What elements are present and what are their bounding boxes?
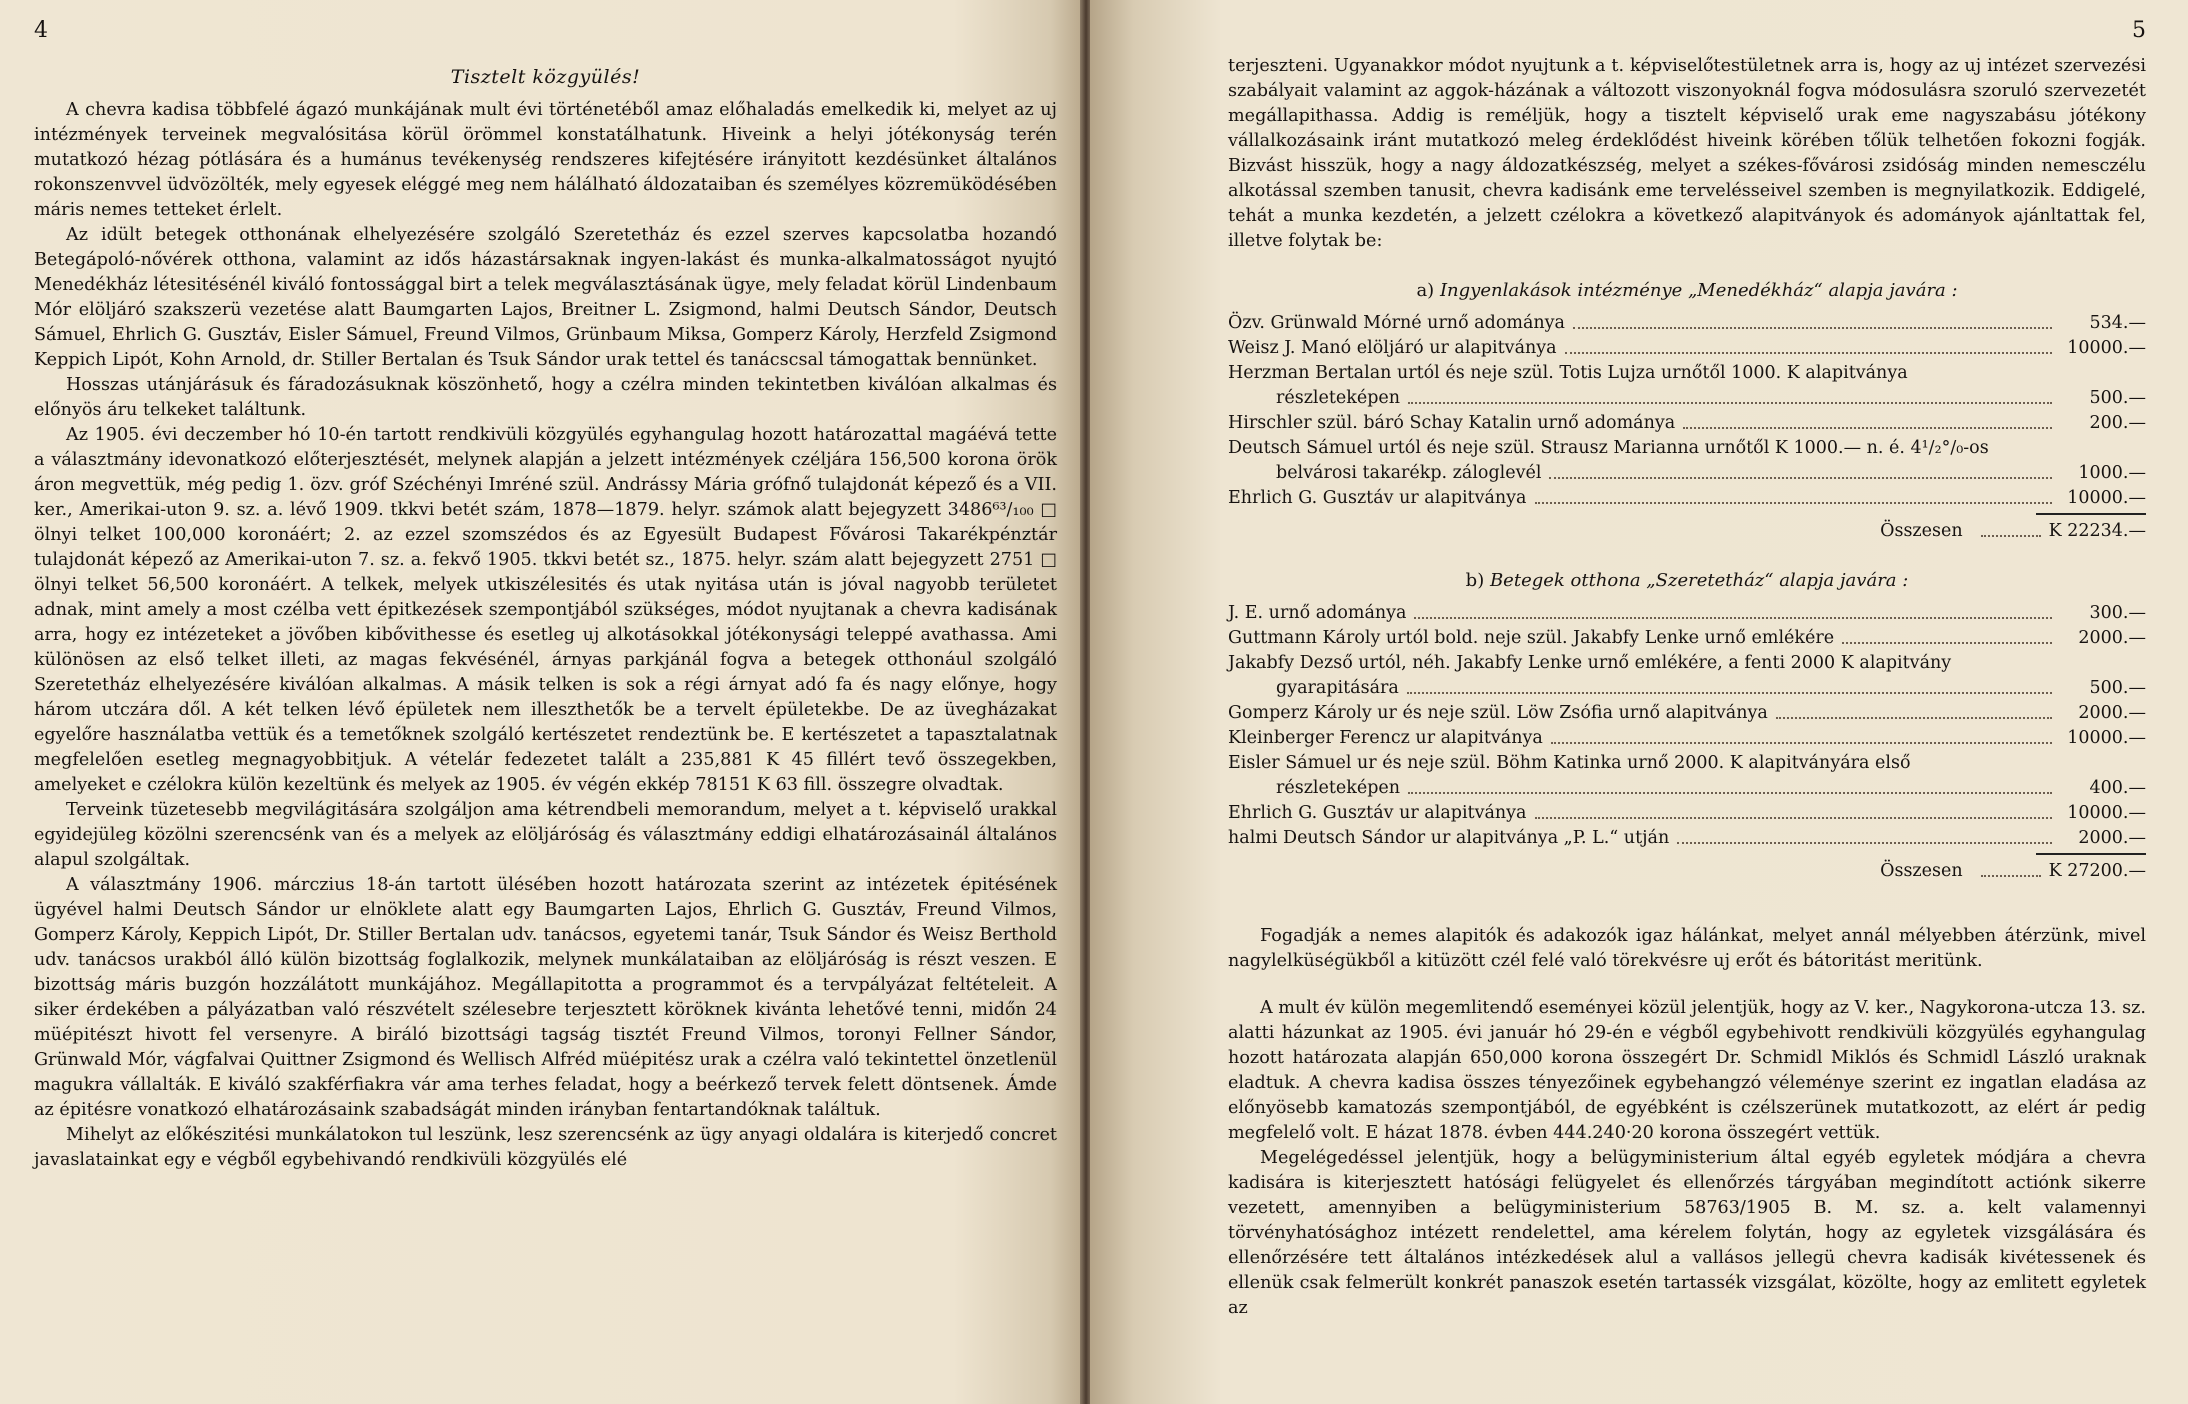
page-number: 5 [2132, 18, 2146, 43]
paragraph: A chevra kadisa többfelé ágazó munkájának mult évi történetéből amaz előhaladás emelkedik ki, melyet az uj intézmények terveinek megvalósitása körül örömmel konstatálhatunk. Hiveink a helyi jótékonyság terén mutatkozó hézag pótlására és a humánus tevékenység rendszeres kifejtésére irányitott kezdésünket általános rokonszenvvel üdvözölték, mely egyesek eléggé meg nem hálálható áldozataiban és személyes közremüködésében máris nemes tetteket érlelt. [34, 100, 1057, 220]
paragraph: A mult év külön megemlitendő eseményei közül jelentjük, hogy az V. ker., Nagykorona-utcza 13. sz. alatti házunkat az 1905. évi január hó 29-én e végből egybehivott rendkivüli közgyülés egyhangulag hozott határozata alapján 650,000 korona összegért Dr. Schmidl Miklós és Schmidl László uraknak eladtuk. A chevra kadisa összes tényezőinek egybehangzó véleménye szerint ez ingatlan eladása az előnyösebb kamatozás szempontjából, de egyébként is czélszerünek mutatkozott, az elért ár pedig megfelelő volt. E házat 1878. évben 444.240·20 korona összegért vettük. [1228, 998, 2146, 1143]
ledger-row: gyarapitására 500.— [1276, 678, 2146, 698]
ledger-row: Ehrlich G. Gusztáv ur alapitványa 10000.— [1228, 488, 2146, 508]
paragraph: Az 1905. évi deczember hó 10-én tartott rendkivüli közgyülés egyhangulag hozott határozattal magáévá tette a választmány idevonatkozó előterjesztését, melynek alapján a jelzett intézmények czéljára 156,500 korona örök áron megvettük, még pedig 1. özv. gróf Széchényi Imréné szül. Andrássy Mária grófnő tulajdonát képező és a VII. ker., Amerikai-uton 9. sz. a. lévő 1909. tkkvi betét szám, 1878—1879. helyr. számok alatt bejegyzett 3486⁶³/₁₀₀ □ ölnyi telket 100,000 koronáért; 2. az ezzel szomszédos és az Egyesült Budapest Fővárosi Takarékpénztár tulajdonát képező az Amerikai-uton 7. sz. a. fekvő 1905. tkkvi betét sz., 1875. helyr. szám alatt bejegyzett 2751 □ ölnyi telket 56,500 koronáért. A telkek, melyek utkiszélesités és utak nyitása után is jóval nagyobb területet adnak, mint amely a most czélba vett épitkezések szempontjából szükséges, módot nyujtanak a chevra kadisának arra, hogy ez intézeteket a jövőben kibővithesse és esetleg uj alkotásokkal jótékonysági teleppé avathassa. Ami különösen az első telket illeti, az magas fekvésénél, árnyas parkjánál fogva a betegek otthonául szolgáló Szeretetház elhelyezésére kiválóan alkalmas. A másik telken is sok a régi árnyat adó fa és nagy előnye, hogy három utczára dől. A két telken lévő épületek nem illeszthetők be a tervelt épületekbe. De az üvegházakat egyelőre használatba vettük és a temetőknek szolgáló kertészetet rendeztünk be. E kertészetet a tapasztalatnak megfelelően esetleg megnagyobbitjuk. A vételár fedezetet talált a 235,881 K 45 fillért tevő összegekben, amelyeket e czélokra külön kezeltünk és melyek az 1905. év végén ekkép 78151 K 63 fill. összegre olvadtak. [34, 425, 1057, 795]
paragraph: Az idült betegek otthonának elhelyezésére szolgáló Szeretetház és ezzel szerves kapcsolatba hozandó Betegápoló-nővérek otthona, valamint az idős házastársaknak ingyen-lakást és munka-alkalmatosságot nyujtó Menedékház létesitésénél kiváló fontossággal birt a telek megválasztásának ügye, mely feladat körül Lindenbaum Mór elöljáró szakszerü vezetése alatt Baumgarten Lajos, Breitner L. Zsigmond, halmi Deutsch Sándor, Deutsch Sámuel, Ehrlich G. Gusztáv, Eisler Sámuel, Freund Vilmos, Grünbaum Miksa, Gomperz Károly, Herzfeld Zsigmond Keppich Lipót, Kohn Arnold, dr. Stiller Bertalan és Tsuk Sándor urak tettel és tanácscsal támogattak bennünket. [34, 225, 1057, 370]
section-b-title: b) Betegek otthona „Szeretetház“ alapja javára : [1465, 570, 1909, 591]
ledger-row: Eisler Sámuel ur és neje szül. Böhm Katinka urnő 2000. K alapitványára első [1228, 753, 1911, 773]
right-body-text [1228, 924, 2146, 1321]
ledger-row: Jakabfy Dezső urtól, néh. Jakabfy Lenke urnő emlékére, a fenti 2000 K alapitvány [1228, 653, 1952, 673]
sum-rule [2036, 513, 2146, 515]
ledger-row: halmi Deutsch Sándor ur alapitványa „P. L.“ utján 2000.— [1228, 828, 2146, 848]
ledger-a [1228, 311, 2146, 544]
ledger-b [1228, 601, 2146, 884]
paragraph: terjeszteni. Ugyanakkor módot nyujtunk a t. képviselőtestületnek arra is, hogy az uj intézet szervezési szabályait valamint az aggok-házának a változott viszonyoknál fogva módosulásra szoruló szervezetét megállapithassa. Addig is reméljük, hogy a tisztelt képviselő urak eme nagyszabásu jótékony vállalkozásaink iránt mutatkozó meleg érdeklődést hiveink körében tőlük telhetően fokozni fogják. Bizvást hisszük, hogy a nagy áldozatkészség, melyet a székes-fővárosi zsidóság minden nemesczélu alkotással szemben tanusit, chevra kadisánk eme tervelésseivel szemben is megnyilatkozik. Eddigelé, tehát a munka kezdetén, a jelzett czélokra a következő alapitványok és adományok ajánltattak fel, illetve folytak be: [1228, 56, 2146, 251]
left-body-text [34, 98, 1057, 1173]
ledger-row: Weisz J. Manó elöljáró ur alapitványa 10000.— [1228, 338, 2146, 358]
ledger-row: Hirschler szül. báró Schay Katalin urnő adománya 200.— [1228, 413, 2146, 433]
ledger-total: Összesen K 27200.— [1880, 861, 2146, 881]
ledger-row: Herzman Bertalan urtól és neje szül. Totis Lujza urnőtől 1000. K alapitványa [1228, 363, 1908, 383]
paragraph: Hosszas utánjárásuk és fáradozásuknak köszönhető, hogy a czélra minden tekintetben kiválóan alkalmas és előnyös áru telkeket találtunk. [34, 375, 1057, 420]
page-number: 4 [34, 18, 48, 43]
ledger-row: részleteképen 400.— [1276, 778, 2146, 798]
ledger-row: J. E. urnő adománya 300.— [1228, 603, 2146, 623]
ledger-row: Kleinberger Ferencz ur alapitványa 10000.— [1228, 728, 2146, 748]
section-a-title: a) Ingyenlakások intézménye „Menedékház“ alapja javára : [1416, 280, 1958, 301]
ledger-row: Özv. Grünwald Mórné urnő adománya 534.— [1228, 313, 2146, 333]
paragraph: Megelégedéssel jelentjük, hogy a belügyministerium által egyéb egyletek módjára a chevra kadisára is kiterjesztett hatósági felügyelet és ellenőrzés tárgyában megindított actiónk sikerre vezetett, amennyiben a belügyministerium 58763/1905 B. M. sz. a. kelt valamennyi törvényhatósághoz intézett rendelettel, ama kérelem folytán, hogy az egyletek vizsgálására és ellenőrzésére tett általános intézkedések alul a vallásos jellegü chevra kadisák kivétessenek és ellenük csak felmerült konkrét panaszok esetén tartassék vizsgálat, közölte, hogy az emlitett egyletek az [1228, 1148, 2146, 1318]
sum-rule [2036, 853, 2146, 855]
ledger-row: Gomperz Károly ur és neje szül. Löw Zsófia urnő alapitványa 2000.— [1228, 703, 2146, 723]
paragraph: Fogadják a nemes alapitók és adakozók igaz hálánkat, melyet annál mélyebben átérzünk, mivel nagylelküségükből a kitüzött czél felé való törekvésre uj erőt és bátoritást meritünk. [1228, 926, 2146, 971]
ledger-row: belvárosi takarékp. záloglevél 1000.— [1276, 463, 2146, 483]
right-intro-text [1228, 54, 2146, 254]
paragraph: Terveink tüzetesebb megvilágitására szolgáljon ama kétrendbeli memorandum, melyet a t. képviselő urakkal egyidejüleg közölni szerencsénk van és a melyek az elöljáróság és választmány eddigi elhatározásainál általános alapul szolgáltak. [34, 800, 1057, 870]
right-page [1090, 0, 2188, 1404]
ledger-row: részleteképen 500.— [1276, 388, 2146, 408]
ledger-row: Deutsch Sámuel urtól és neje szül. Strausz Marianna urnőtől K 1000.— n. é. 4¹/₂°/₀-os [1228, 438, 1989, 458]
ledger-row: Guttmann Károly urtól bold. neje szül. Jakabfy Lenke urnő emlékére 2000.— [1228, 628, 2146, 648]
left-page [0, 0, 1083, 1404]
paragraph: A választmány 1906. márczius 18-án tartott ülésében hozott határozata szerint az intézetek épitésének ügyével halmi Deutsch Sándor ur elnöklete alatt egy Baumgarten Lajos, Ehrlich G. Gusztáv, Freund Vilmos, Gomperz Károly, Keppich Lipót, Dr. Stiller Bertalan udv. tanácsos, egyetemi tanár, Tsuk Sándor és Weisz Berthold udv. tanácsos urakból álló külön bizottság foglalkozik, melynek munkálataiban az elöljáróság is részt veszen. E bizottság máris buzgón hozzálátott munkájához. Megállapitotta a programmot és a tervpályázat feltételeit. A siker érdekében a pályázatban való részvételt szélesebre terjesztett köröknek kivánta lehetővé tenni, midőn 24 müépitészt hivott fel versenyre. A biráló bizottsági tagság tisztét Freund Vilmos, toronyi Fellner Sándor, Grünwald Mór, vágfalvai Quittner Zsigmond és Wellisch Alfréd müépitész urak a czélra való tekintettel önzetlenül magukra vállalták. E kiváló szakférfiakra vár ama terhes feladat, hogy a beérkező tervek felett döntsenek. Ámde az épitésre vonatkozó elhatározásaink szabadságát minden irányban fentartandóknak találtuk. [34, 875, 1057, 1120]
ledger-total: Összesen K 22234.— [1880, 521, 2146, 541]
salutation-heading: Tisztelt közgyülés! [450, 66, 641, 88]
ledger-row: Ehrlich G. Gusztáv ur alapitványa 10000.— [1228, 803, 2146, 823]
paragraph: Mihelyt az előkészitési munkálatokon tul leszünk, lesz szerencsénk az ügy anyagi oldalára is kiterjedő concret javaslatainkat egy e végből egybehivandó rendkivüli közgyülés elé [34, 1125, 1057, 1170]
